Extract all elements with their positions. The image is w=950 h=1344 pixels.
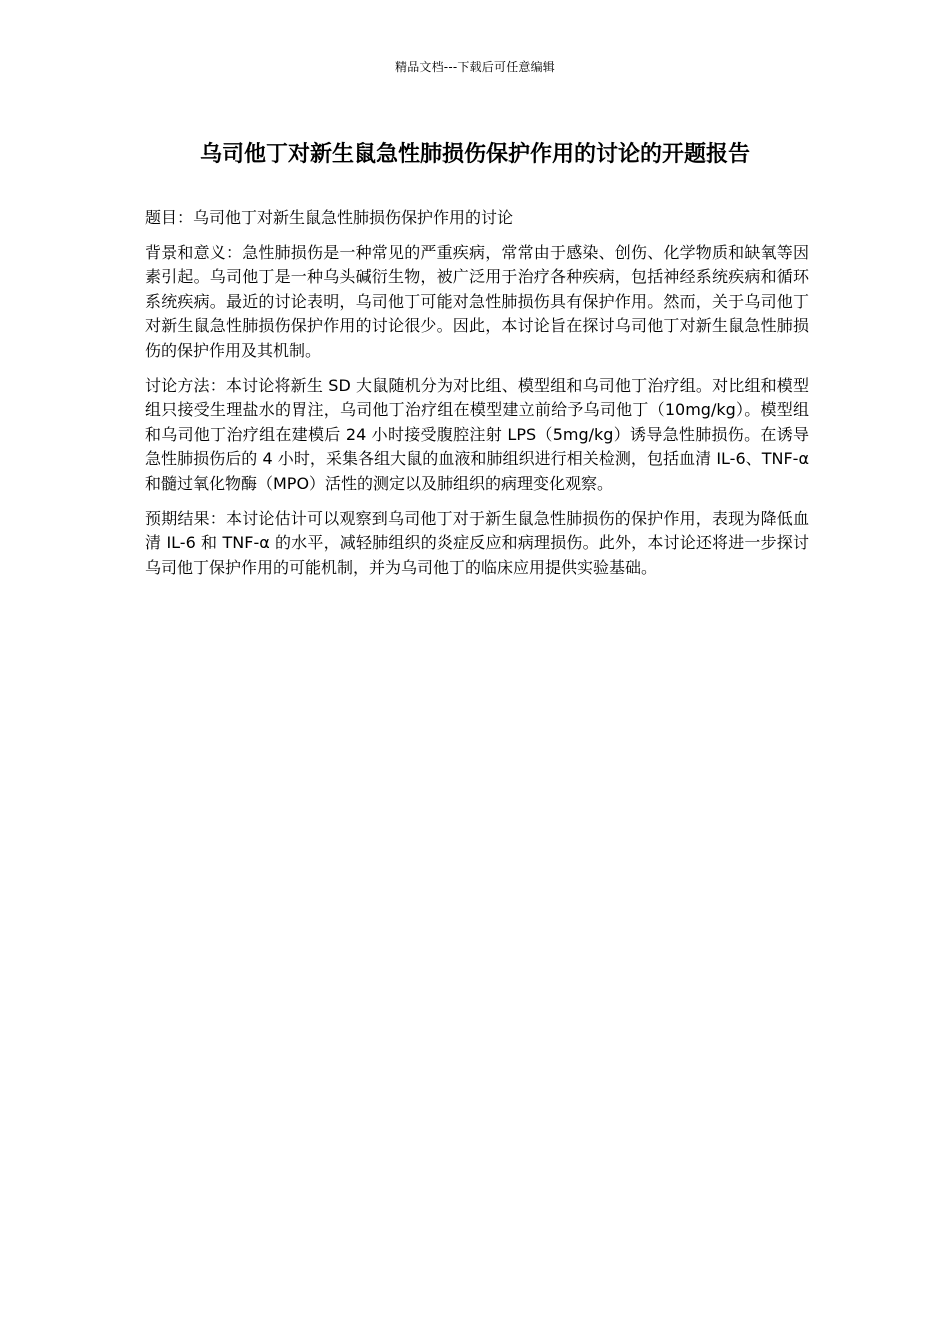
expected-results-paragraph: 预期结果：本讨论估计可以观察到乌司他丁对于新生鼠急性肺损伤的保护作用，表现为降低血清 IL-6 和 TNF-α 的水平，减轻肺组织的炎症反应和病理损伤。此外，本讨论还将进一步探讨乌司他丁保护作用的可能机制，并为乌司他丁的临床应用提供实验基础。 <box>145 508 809 577</box>
document-body <box>145 206 809 590</box>
topic-paragraph: 题目：乌司他丁对新生鼠急性肺损伤保护作用的讨论 <box>145 208 514 227</box>
page-header: 精品文档---下载后可任意编辑 <box>395 60 555 74</box>
methods-paragraph: 讨论方法：本讨论将新生 SD 大鼠随机分为对比组、模型组和乌司他丁治疗组。对比组和模型组只接受生理盐水的胃注，乌司他丁治疗组在模型建立前给予乌司他丁（10mg/kg）。模型组和乌司他丁治疗组在建模后 24 小时接受腹腔注射 LPS（5mg/kg）诱导急性肺损伤。在诱导急性肺损伤后的 4 小时，采集各组大鼠的血液和肺组织进行相关检测，包括血清 IL-6、TNF-α 和髓过氧化物酶（MPO）活性的测定以及肺组织的病理变化观察。 <box>145 375 809 493</box>
background-paragraph: 背景和意义：急性肺损伤是一种常见的严重疾病，常常由于感染、创伤、化学物质和缺氧等因素引起。乌司他丁是一种乌头碱衍生物，被广泛用于治疗各种疾病，包括神经系统疾病和循环系统疾病。最近的讨论表明，乌司他丁可能对急性肺损伤具有保护作用。然而，关于乌司他丁对新生鼠急性肺损伤保护作用的讨论很少。因此，本讨论旨在探讨乌司他丁对新生鼠急性肺损伤的保护作用及其机制。 <box>145 242 809 360</box>
document-title: 乌司他丁对新生鼠急性肺损伤保护作用的讨论的开题报告 <box>199 142 750 167</box>
